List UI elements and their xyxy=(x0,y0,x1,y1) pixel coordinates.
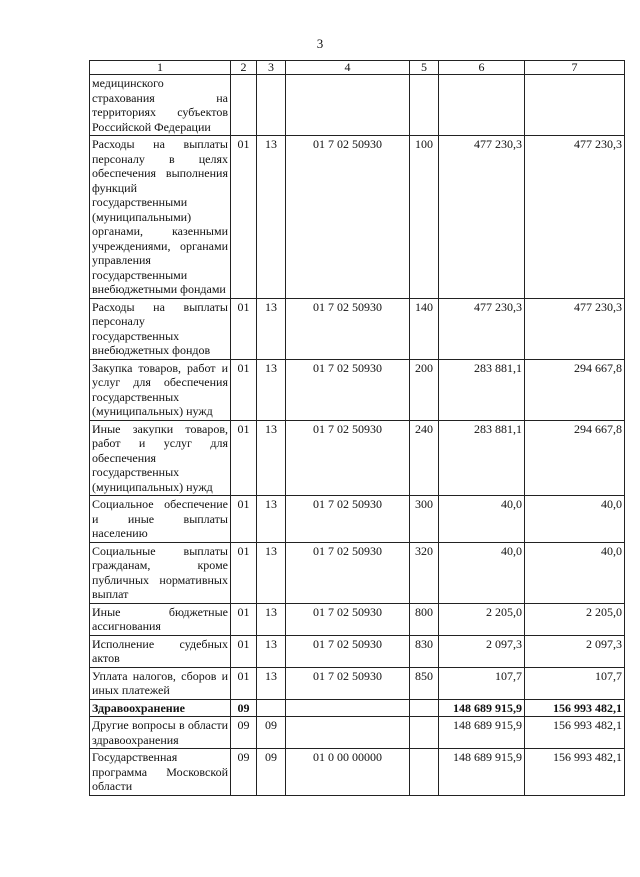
row-name-cell: Иные закупки товаров, работ и услуг для обеспечения государственных (муниципальных) нужд xyxy=(90,420,231,496)
row-name-cell: Исполнение судебных актов xyxy=(90,635,231,667)
row-amount-year2-cell: 477 230,3 xyxy=(525,136,625,299)
column-header-3: 3 xyxy=(257,61,286,75)
row-expense-type-cell: 140 xyxy=(410,298,439,359)
table-row xyxy=(90,717,625,749)
table-row xyxy=(90,699,625,717)
row-amount-year2-cell: 156 993 482,1 xyxy=(525,749,625,796)
row-section-cell: 01 xyxy=(231,667,257,699)
row-amount-year1-cell: 477 230,3 xyxy=(439,136,525,299)
row-target-article-cell: 01 7 02 50930 xyxy=(286,359,410,420)
table-header-row xyxy=(90,61,625,75)
row-name-cell: Закупка товаров, работ и услуг для обеспечения государственных (муниципальных) нужд xyxy=(90,359,231,420)
row-amount-year2-cell xyxy=(525,75,625,136)
row-section-cell: 01 xyxy=(231,496,257,543)
row-target-article-cell: 01 7 02 50930 xyxy=(286,542,410,603)
row-expense-type-cell xyxy=(410,699,439,717)
row-section-cell: 01 xyxy=(231,136,257,299)
column-header-1: 1 xyxy=(90,61,231,75)
row-expense-type-cell: 830 xyxy=(410,635,439,667)
row-name-cell: Иные бюджетные ассигнования xyxy=(90,603,231,635)
table-row xyxy=(90,298,625,359)
row-name-cell: Социальные выплаты гражданам, кроме публичных нормативных выплат xyxy=(90,542,231,603)
row-section-cell xyxy=(231,75,257,136)
row-name-cell: Расходы на выплаты персоналу в целях обеспечения выполнения функций государственными (муниципальными) органами, казенными учреждениями, органами управления государственными внебюджетными фондами xyxy=(90,136,231,299)
row-target-article-cell: 01 7 02 50930 xyxy=(286,298,410,359)
table-row xyxy=(90,359,625,420)
table-row xyxy=(90,75,625,136)
row-subsection-cell: 13 xyxy=(257,542,286,603)
row-target-article-cell xyxy=(286,75,410,136)
row-subsection-cell: 13 xyxy=(257,136,286,299)
row-section-cell: 01 xyxy=(231,359,257,420)
row-amount-year2-cell: 294 667,8 xyxy=(525,359,625,420)
row-expense-type-cell: 240 xyxy=(410,420,439,496)
row-section-cell: 01 xyxy=(231,635,257,667)
table-row xyxy=(90,136,625,299)
row-name-cell: Уплата налогов, сборов и иных платежей xyxy=(90,667,231,699)
row-amount-year2-cell: 156 993 482,1 xyxy=(525,699,625,717)
row-amount-year1-cell: 107,7 xyxy=(439,667,525,699)
row-section-cell: 01 xyxy=(231,603,257,635)
row-amount-year1-cell: 40,0 xyxy=(439,496,525,543)
row-subsection-cell: 13 xyxy=(257,298,286,359)
column-header-6: 6 xyxy=(439,61,525,75)
row-target-article-cell: 01 0 00 00000 xyxy=(286,749,410,796)
table-row xyxy=(90,667,625,699)
row-section-cell: 09 xyxy=(231,749,257,796)
row-name-cell: Социальное обеспечение и иные выплаты населению xyxy=(90,496,231,543)
row-target-article-cell: 01 7 02 50930 xyxy=(286,420,410,496)
row-subsection-cell xyxy=(257,75,286,136)
table-row xyxy=(90,749,625,796)
row-subsection-cell: 09 xyxy=(257,717,286,749)
row-name-cell: Государственная программа Московской области xyxy=(90,749,231,796)
row-subsection-cell xyxy=(257,699,286,717)
row-amount-year1-cell: 40,0 xyxy=(439,542,525,603)
row-target-article-cell: 01 7 02 50930 xyxy=(286,136,410,299)
table-row xyxy=(90,603,625,635)
row-target-article-cell: 01 7 02 50930 xyxy=(286,667,410,699)
row-amount-year1-cell: 283 881,1 xyxy=(439,359,525,420)
row-amount-year1-cell: 2 205,0 xyxy=(439,603,525,635)
budget-table xyxy=(89,60,625,796)
row-section-cell: 09 xyxy=(231,699,257,717)
row-section-cell: 01 xyxy=(231,298,257,359)
row-amount-year1-cell: 2 097,3 xyxy=(439,635,525,667)
row-target-article-cell: 01 7 02 50930 xyxy=(286,635,410,667)
row-amount-year2-cell: 156 993 482,1 xyxy=(525,717,625,749)
row-subsection-cell: 09 xyxy=(257,749,286,796)
row-name-cell: медицинского страхования на территориях субъектов Российской Федерации xyxy=(90,75,231,136)
row-amount-year1-cell: 283 881,1 xyxy=(439,420,525,496)
row-expense-type-cell xyxy=(410,749,439,796)
row-target-article-cell xyxy=(286,717,410,749)
row-subsection-cell: 13 xyxy=(257,496,286,543)
row-section-cell: 09 xyxy=(231,717,257,749)
column-header-4: 4 xyxy=(286,61,410,75)
row-target-article-cell: 01 7 02 50930 xyxy=(286,603,410,635)
table-row xyxy=(90,635,625,667)
row-subsection-cell: 13 xyxy=(257,635,286,667)
row-subsection-cell: 13 xyxy=(257,667,286,699)
row-subsection-cell: 13 xyxy=(257,420,286,496)
row-amount-year1-cell: 148 689 915,9 xyxy=(439,717,525,749)
row-expense-type-cell: 320 xyxy=(410,542,439,603)
table-row xyxy=(90,420,625,496)
row-section-cell: 01 xyxy=(231,420,257,496)
row-amount-year2-cell: 40,0 xyxy=(525,542,625,603)
row-expense-type-cell: 850 xyxy=(410,667,439,699)
row-amount-year2-cell: 40,0 xyxy=(525,496,625,543)
row-expense-type-cell: 100 xyxy=(410,136,439,299)
row-amount-year1-cell: 148 689 915,9 xyxy=(439,699,525,717)
row-amount-year1-cell: 148 689 915,9 xyxy=(439,749,525,796)
page-number: 3 xyxy=(316,36,324,51)
row-amount-year1-cell: 477 230,3 xyxy=(439,298,525,359)
column-header-2: 2 xyxy=(231,61,257,75)
row-amount-year2-cell: 294 667,8 xyxy=(525,420,625,496)
row-amount-year2-cell: 2 205,0 xyxy=(525,603,625,635)
row-name-cell: Расходы на выплаты персоналу государственных внебюджетных фондов xyxy=(90,298,231,359)
row-target-article-cell: 01 7 02 50930 xyxy=(286,496,410,543)
column-header-5: 5 xyxy=(410,61,439,75)
row-expense-type-cell xyxy=(410,75,439,136)
row-expense-type-cell: 800 xyxy=(410,603,439,635)
row-amount-year2-cell: 107,7 xyxy=(525,667,625,699)
row-amount-year2-cell: 477 230,3 xyxy=(525,298,625,359)
row-amount-year1-cell xyxy=(439,75,525,136)
row-expense-type-cell xyxy=(410,717,439,749)
row-section-cell: 01 xyxy=(231,542,257,603)
table-row xyxy=(90,496,625,543)
row-subsection-cell: 13 xyxy=(257,359,286,420)
row-amount-year2-cell: 2 097,3 xyxy=(525,635,625,667)
table-row xyxy=(90,542,625,603)
column-header-7: 7 xyxy=(525,61,625,75)
row-expense-type-cell: 200 xyxy=(410,359,439,420)
row-name-cell: Здравоохранение xyxy=(90,699,231,717)
row-subsection-cell: 13 xyxy=(257,603,286,635)
row-target-article-cell xyxy=(286,699,410,717)
row-name-cell: Другие вопросы в области здравоохранения xyxy=(90,717,231,749)
row-expense-type-cell: 300 xyxy=(410,496,439,543)
